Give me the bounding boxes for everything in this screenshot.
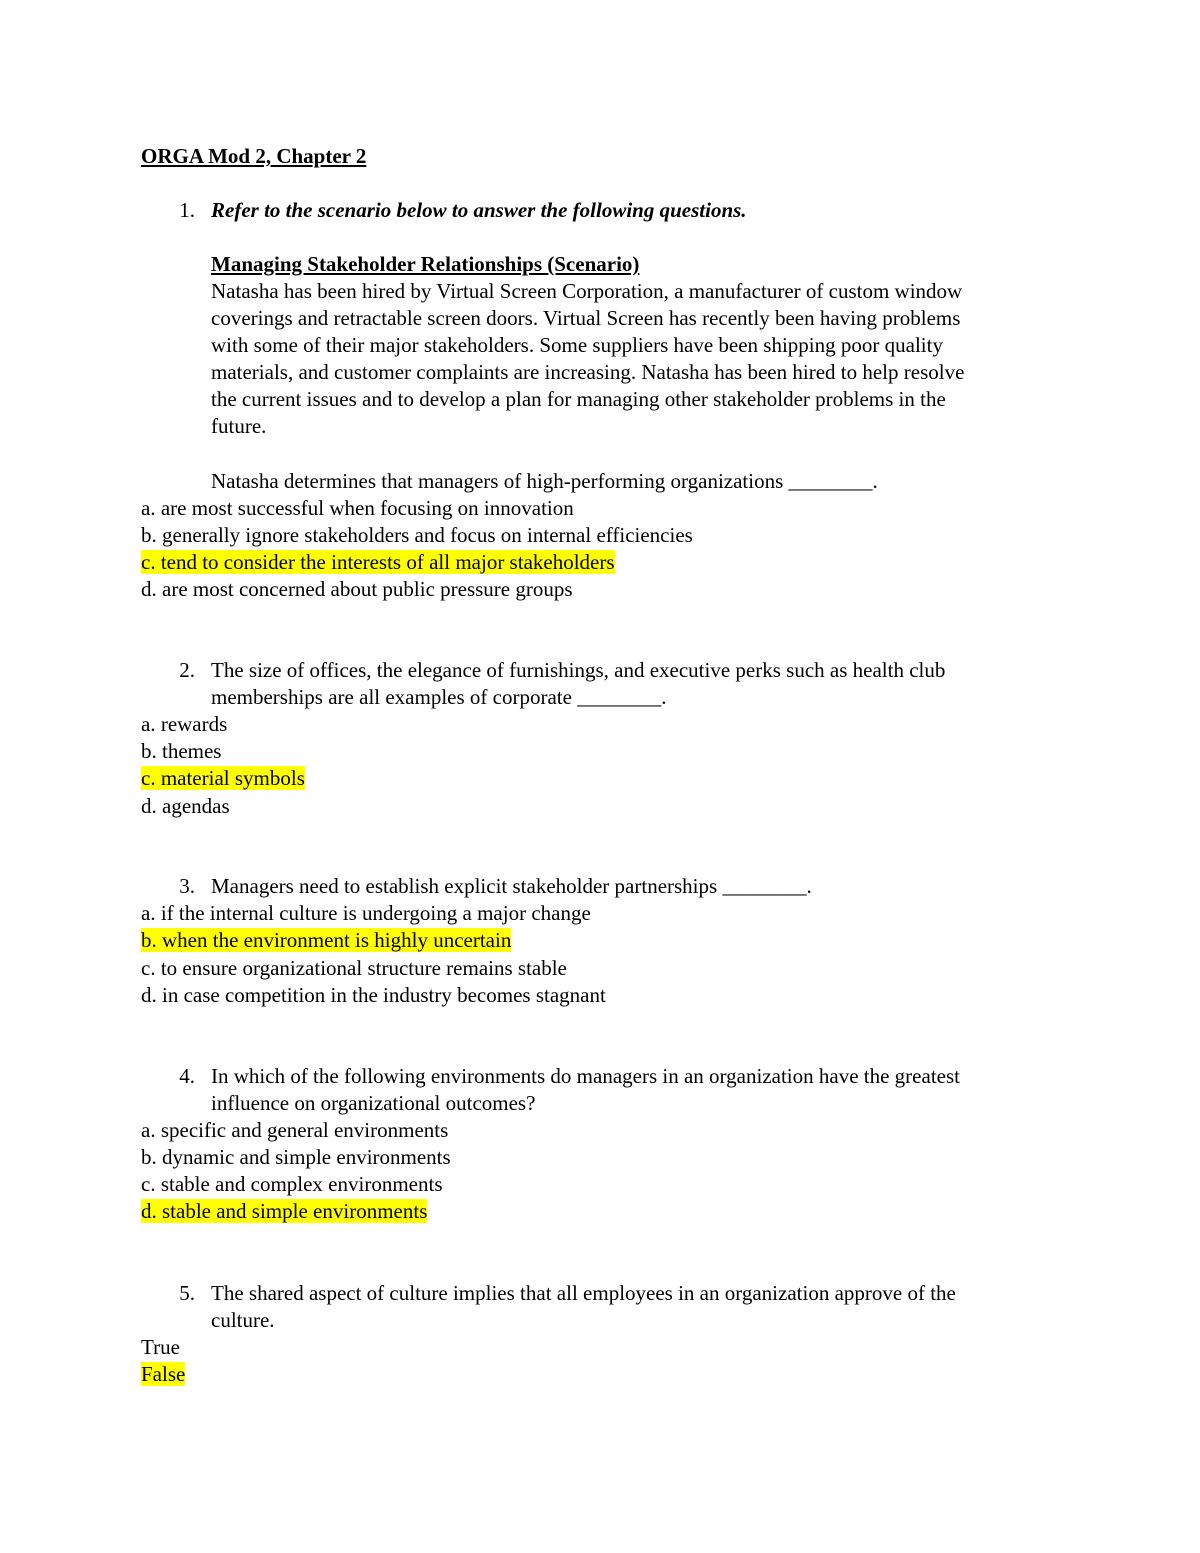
question-1-number: 1.	[179, 198, 195, 222]
q4-option-d	[141, 1198, 427, 1225]
answer-highlight: c. material symbols	[141, 766, 305, 790]
q4-option-b: b. dynamic and simple environments	[141, 1145, 451, 1169]
question-3-number: 3.	[179, 874, 195, 898]
q5-option-false	[141, 1361, 185, 1388]
q1-option-a: a. are most successful when focusing on innovation	[141, 496, 574, 520]
scenario-title: Managing Stakeholder Relationships (Scenario)	[211, 252, 640, 276]
question-4-number: 4.	[179, 1064, 195, 1088]
q3-option-b	[141, 927, 511, 954]
question-3-period: .	[806, 874, 812, 898]
answer-highlight: d. stable and simple environments	[141, 1199, 428, 1223]
answer-highlight: b. when the environment is highly uncertain	[141, 928, 512, 952]
question-2-number: 2.	[179, 658, 195, 682]
scenario-line: future.	[211, 414, 267, 438]
question-3-text	[211, 873, 812, 900]
q1-option-b: b. generally ignore stakeholders and focus on internal efficiencies	[141, 523, 693, 547]
q2-option-a: a. rewards	[141, 712, 228, 736]
q3-option-d: d. in case competition in the industry becomes stagnant	[141, 983, 606, 1007]
question-2-line-1: The size of offices, the elegance of furnishings, and executive perks such as health club	[211, 658, 946, 682]
q2-option-d: d. agendas	[141, 794, 230, 818]
q5-option-true: True	[141, 1335, 180, 1359]
question-1-text	[211, 468, 878, 495]
q2-option-c	[141, 765, 305, 792]
question-2-line-2	[211, 684, 666, 711]
question-2-stem: memberships are all examples of corporate	[211, 685, 572, 709]
answer-blank: ________	[788, 469, 873, 493]
question-1-stem: Natasha determines that managers of high-performing organizations	[211, 469, 784, 493]
q2-option-b: b. themes	[141, 739, 222, 763]
q3-option-a: a. if the internal culture is undergoing a major change	[141, 901, 591, 925]
scenario-line: materials, and customer complaints are increasing. Natasha has been hired to help resolve	[211, 360, 965, 384]
question-1-period: .	[872, 469, 878, 493]
q1-option-d: d. are most concerned about public pressure groups	[141, 577, 573, 601]
q3-option-c: c. to ensure organizational structure remains stable	[141, 956, 567, 980]
scenario-line: Natasha has been hired by Virtual Screen Corporation, a manufacturer of custom window	[211, 279, 963, 303]
question-5-line-1: The shared aspect of culture implies that all employees in an organization approve of the	[211, 1281, 956, 1305]
question-4-line-2: influence on organizational outcomes?	[211, 1091, 536, 1115]
question-1-instruction: Refer to the scenario below to answer the following questions.	[211, 198, 747, 222]
q4-option-a: a. specific and general environments	[141, 1118, 449, 1142]
q1-option-c	[141, 549, 615, 576]
scenario-line: the current issues and to develop a plan for managing other stakeholder problems in the	[211, 387, 946, 411]
answer-blank: ________	[722, 874, 807, 898]
question-2-period: .	[661, 685, 667, 709]
answer-highlight: c. tend to consider the interests of all major stakeholders	[141, 550, 615, 574]
document-title: ORGA Mod 2, Chapter 2	[141, 144, 367, 168]
question-5-line-2: culture.	[211, 1308, 275, 1332]
scenario-line: with some of their major stakeholders. Some suppliers have been shipping poor quality	[211, 333, 943, 357]
question-5-number: 5.	[179, 1281, 195, 1305]
question-3-stem: Managers need to establish explicit stakeholder partnerships	[211, 874, 718, 898]
answer-blank: ________	[577, 685, 662, 709]
scenario-line: coverings and retractable screen doors. Virtual Screen has recently been having problems	[211, 306, 961, 330]
q4-option-c: c. stable and complex environments	[141, 1172, 443, 1196]
question-4-line-1: In which of the following environments do managers in an organization have the greatest	[211, 1064, 960, 1088]
answer-highlight: False	[141, 1362, 186, 1386]
